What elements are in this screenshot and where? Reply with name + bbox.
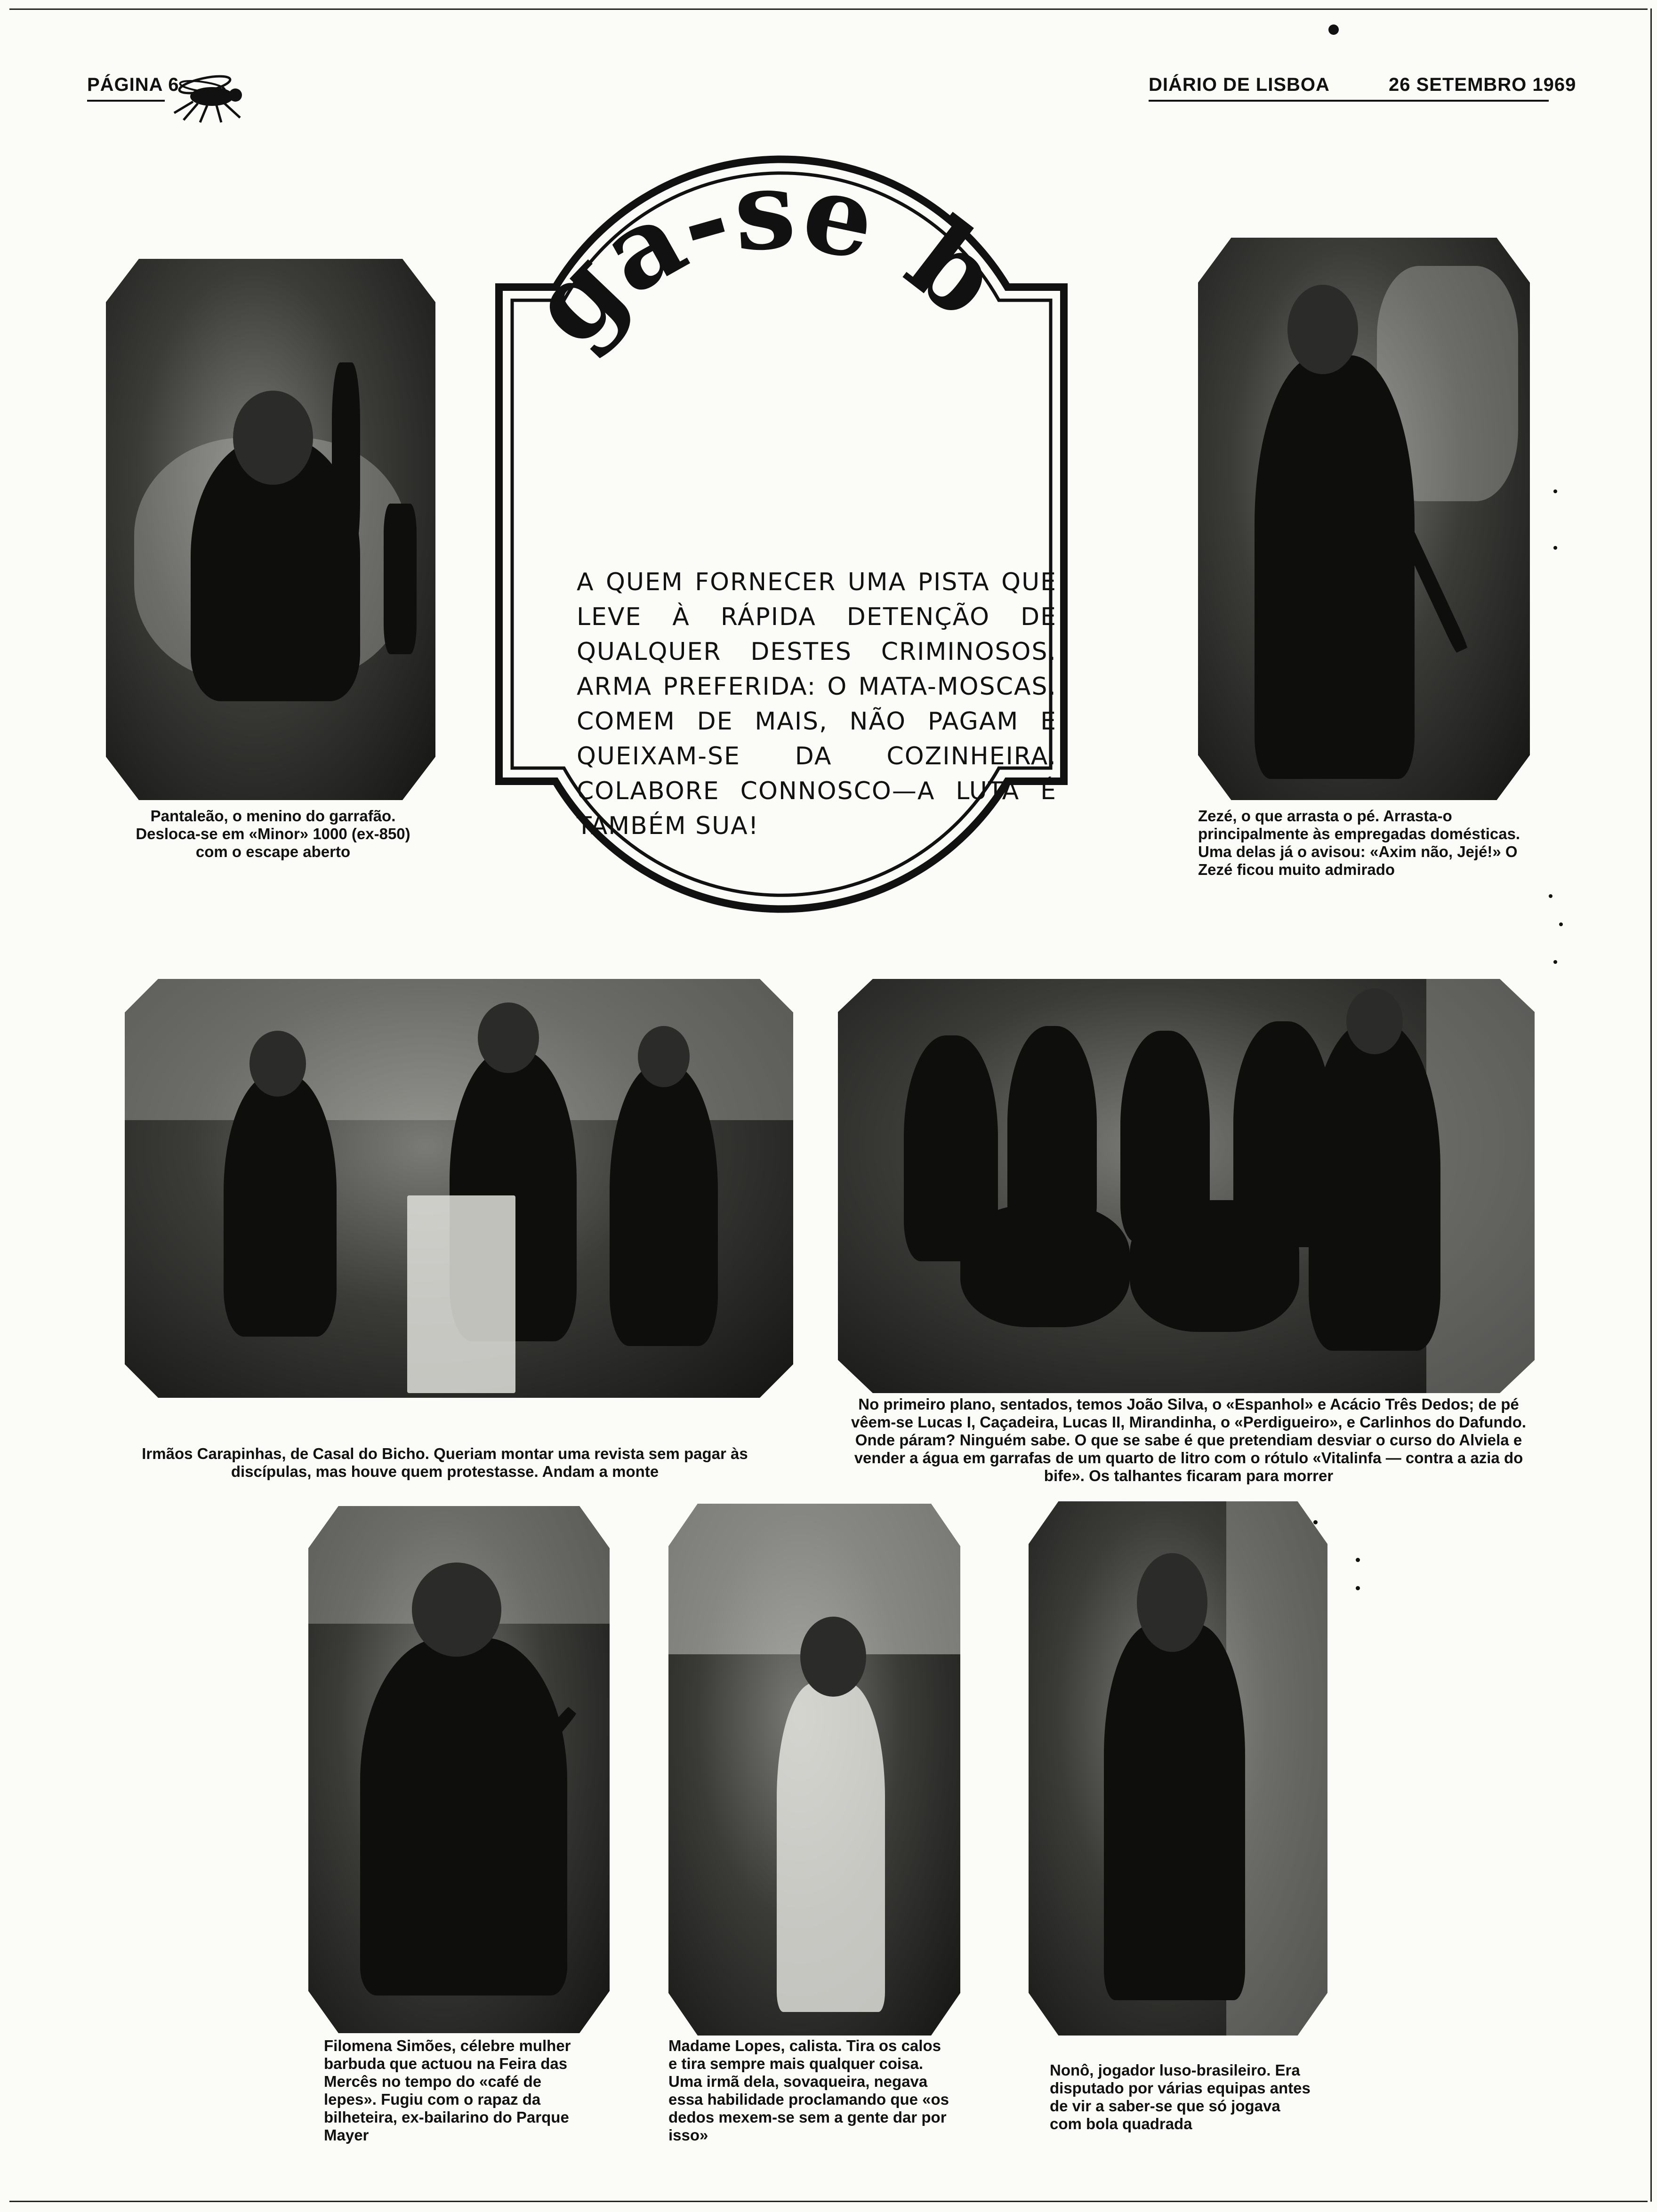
ink-dot xyxy=(1553,960,1557,964)
caption-carapinhas: Irmãos Carapinhas, de Casal do Bicho. Queriam montar uma revista sem pagar às discípulas, mas houve quem protestasse. Andam a monte xyxy=(142,1445,748,1480)
header-rule-right xyxy=(1149,100,1549,102)
photo-filomena xyxy=(308,1506,610,2033)
ink-dot xyxy=(1313,1520,1318,1524)
bottom-border xyxy=(9,2201,1648,2202)
caption-zeze: Zezé, o que arrasta o pé. Arrasta-o principalmente às empregadas domésticas. Uma delas já o avisou: «Axim não, Jejé!» O Zezé ficou muito admirado xyxy=(1198,807,1520,878)
top-border xyxy=(9,8,1648,10)
fly-icon xyxy=(165,71,259,127)
photo-pantaleao xyxy=(106,259,435,800)
ink-dot xyxy=(1549,894,1552,898)
right-border xyxy=(1650,8,1652,2202)
issue-date: 26 SETEMBRO 1969 xyxy=(1389,74,1577,95)
photo-zeze xyxy=(1198,238,1530,800)
photo-madame xyxy=(668,1504,960,2036)
newspaper-name: DIÁRIO DE LISBOA xyxy=(1149,74,1330,95)
ink-dot xyxy=(1356,1558,1360,1562)
ink-dot xyxy=(1328,24,1339,35)
caption-filomena: Filomena Simões, célebre mulher barbuda que actuou na Feira das Mercês no tempo do «café de lepes». Fugiu com o rapaz da bilheteira, ex-bailarino do Parque Mayer xyxy=(324,2037,571,2144)
emblem-title: ga-se b xyxy=(505,145,1022,369)
caption-madame: Madame Lopes, calista. Tira os calos e tira sempre mais qualquer coisa. Uma irmã dela, sovaqueira, negava essa habilidade proclamando que «os dedos mexem-se sem a gente dar por isso» xyxy=(668,2037,949,2144)
caption-pantaleao: Pantaleão, o menino do garrafão. Desloca-se em «Minor» 1000 (ex-850) com o escape aberto xyxy=(136,807,410,860)
caption-nono: Nonô, jogador luso-brasileiro. Era disputado por várias equipas antes de vir a saber-se que só jogava com bola quadrada xyxy=(1050,2061,1311,2132)
photo-nono xyxy=(1029,1501,1327,2036)
page-number: PÁGINA 6 xyxy=(87,74,179,95)
ink-dot xyxy=(1356,1586,1360,1590)
ink-dot xyxy=(1559,922,1563,926)
ink-dot xyxy=(1553,546,1557,550)
caption-grupo: No primeiro plano, sentados, temos João Silva, o «Espanhol» e Acácio Três Dedos; de pé vêem-se Lucas I, Caçadeira, Lucas II, Mirandinha, o «Perdigueiro», e Carlinhos do Dafundo. Onde páram? Ninguém sabe. O que se sabe é que pretendiam desviar o curso do Alviela e vender a água em garrafas de um quarto de litro com o rótulo «Vitalinfa — contra a azia do bife». Os talhantes ficaram para morrer xyxy=(851,1395,1527,1484)
photo-grupo xyxy=(838,979,1535,1393)
header-rule-left xyxy=(87,100,165,102)
ink-dot xyxy=(1553,489,1557,493)
photo-carapinhas xyxy=(125,979,793,1398)
reward-notice: A QUEM FORNECER UMA PISTA QUE LEVE À RÁPIDA DETENÇÃO DE QUALQUER DESTES CRIMINOSOS. ARMA PREFERIDA: O MATA-MOSCAS. COMEM DE MAIS, NÃO PAGAM E QUEIXAM-SE DA COZINHEIRA. COLABORE CONNOSCO—A LUTA É TAMBÉM SUA! xyxy=(577,568,1057,840)
